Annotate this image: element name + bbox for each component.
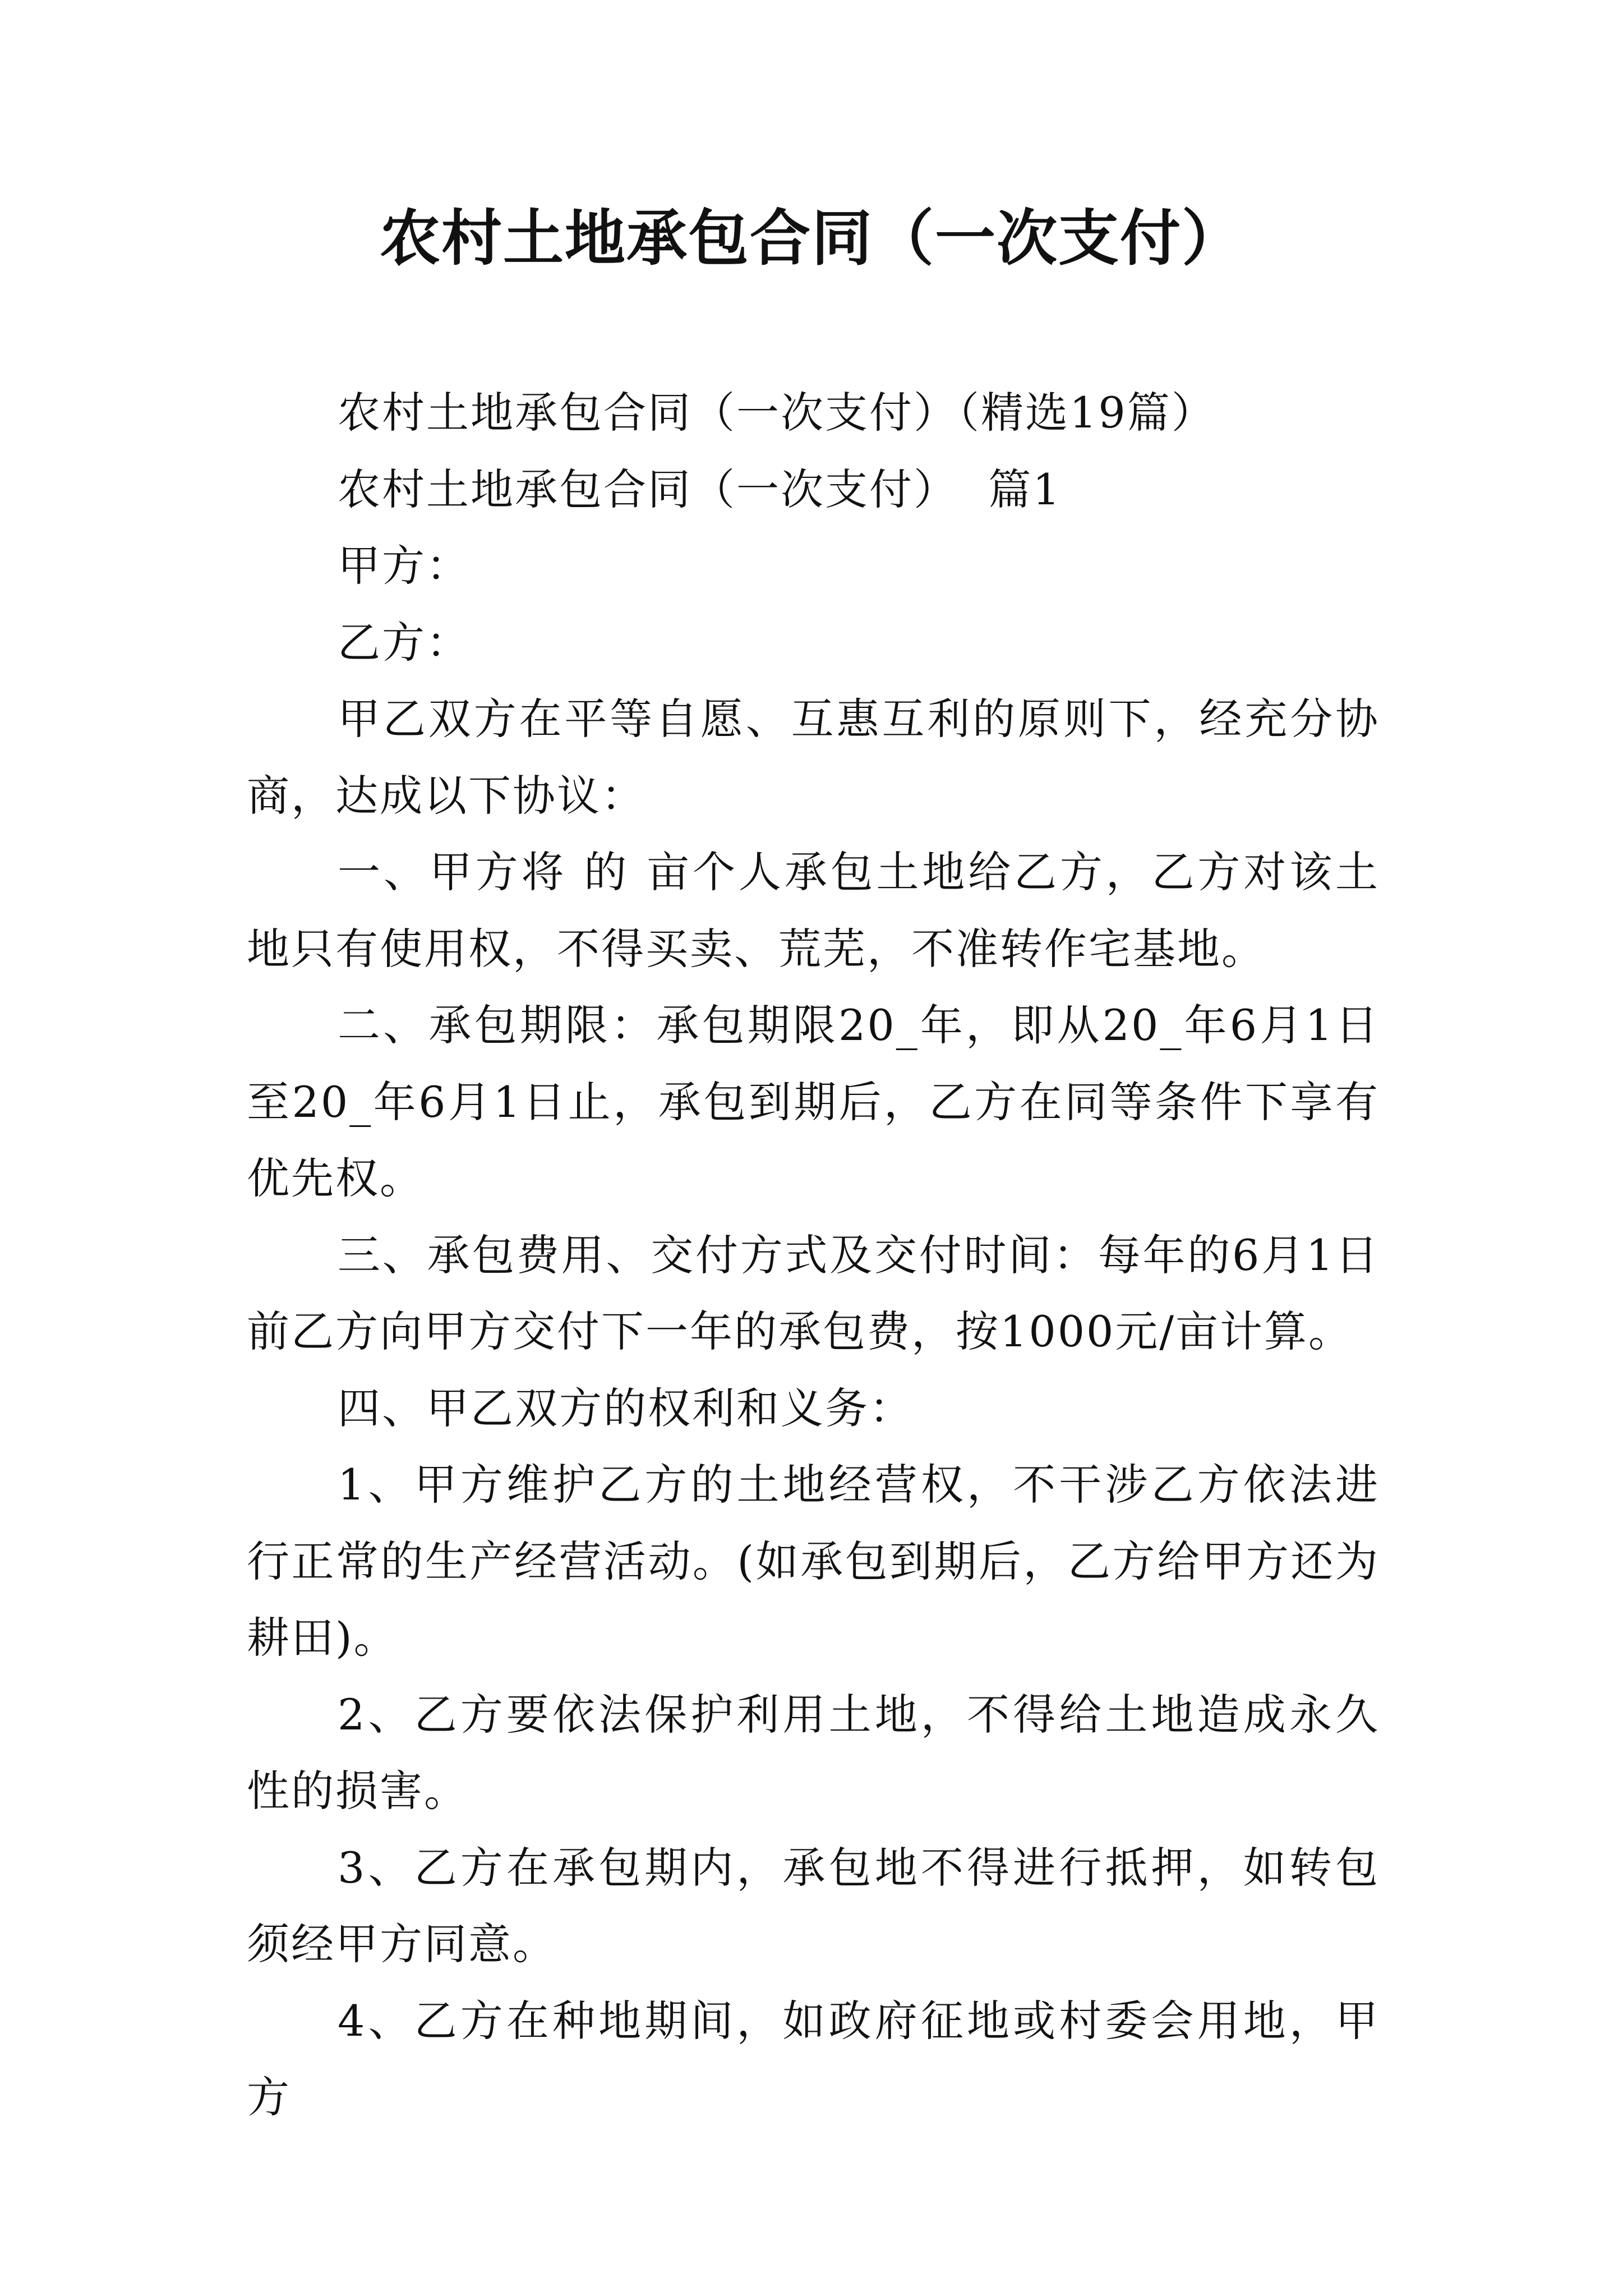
paragraph-clause-2-term: 二、承包期限：承包期限20_年，即从20_年6月1日至20_年6月1日止，承包到期后，乙方在同等条件下享有优先权。 bbox=[247, 1000, 1380, 1203]
paragraph-clause-4-rights: 四、甲乙双方的权利和义务： bbox=[338, 1383, 914, 1433]
paragraph-party-a: 甲方： bbox=[338, 541, 471, 591]
paragraph-item-4: 4、乙方在种地期间，如政府征地或村委会用地，甲方 bbox=[247, 1995, 1380, 2122]
paragraph-item-2: 2、乙方要依法保护利用土地，不得给土地造成永久性的损害。 bbox=[247, 1689, 1380, 1816]
paragraph-clause-1: 一、甲方将 的 亩个人承包土地给乙方，乙方对该土地只有使用权，不得买卖、荒芜，不准转作宅基地。 bbox=[247, 847, 1380, 974]
document-title: 农村土地承包合同（一次支付） bbox=[379, 203, 1243, 274]
paragraph-agreement-intro: 甲乙双方在平等自愿、互惠互利的原则下，经充分协商，达成以下协议： bbox=[247, 694, 1380, 821]
paragraph-party-b: 乙方： bbox=[338, 617, 471, 668]
document-body bbox=[247, 375, 1380, 2136]
paragraph-item-3: 3、乙方在承包期内，承包地不得进行抵押，如转包须经甲方同意。 bbox=[247, 1842, 1380, 1969]
paragraph-item-1: 1、甲方维护乙方的土地经营权，不干涉乙方依法进行正常的生产经营活动。(如承包到期后，乙方给甲方还为耕田)。 bbox=[247, 1460, 1380, 1663]
paragraph-section-heading: 农村土地承包合同（一次支付） 篇1 bbox=[338, 464, 1062, 514]
paragraph-subtitle: 农村土地承包合同（一次支付）（精选19篇） bbox=[338, 388, 1216, 438]
paragraph-clause-3-fees: 三、承包费用、交付方式及交付时间：每年的6月1日前乙方向甲方交付下一年的承包费，按1000元/亩计算。 bbox=[247, 1230, 1380, 1356]
